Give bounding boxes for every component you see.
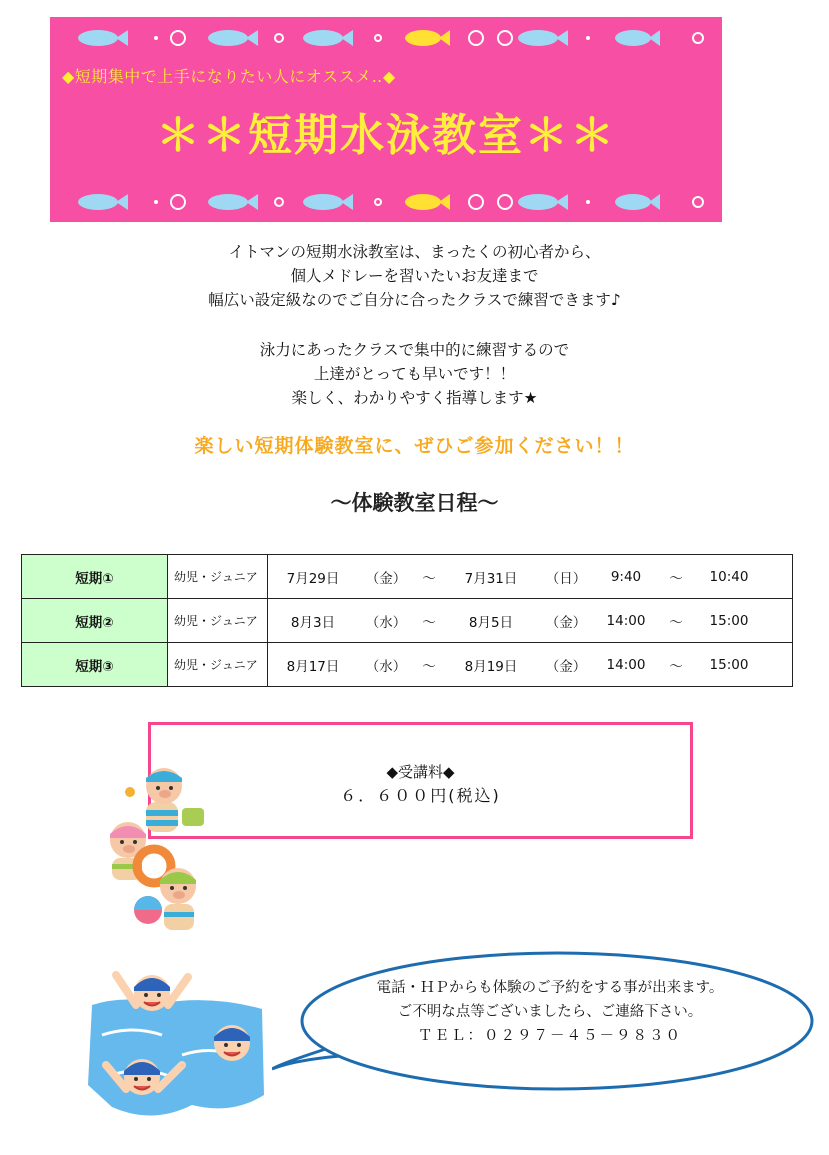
swimming-pigs-illustration bbox=[98, 762, 228, 940]
intro-line: 泳力にあったクラスで集中的に練習するので bbox=[259, 341, 570, 359]
invitation-text: 楽しい短期体験教室に、ぜひご参加ください！！ bbox=[194, 435, 635, 457]
banner-subtitle: ◆短期集中で上手になりたい人にオススメ‥◆ bbox=[62, 67, 396, 86]
time-separator: ～ bbox=[669, 570, 683, 587]
schedule-table bbox=[21, 554, 793, 687]
fee-value: ６．６００円(税込) bbox=[340, 786, 501, 805]
intro-line: 楽しく、わかりやすく指導します★ bbox=[291, 389, 538, 407]
end-day: （日） bbox=[545, 570, 587, 587]
start-date: 7月29日 bbox=[286, 570, 340, 587]
time-end: 15:00 bbox=[709, 656, 749, 673]
end-date: 7月31日 bbox=[464, 570, 518, 587]
table-row bbox=[22, 643, 793, 687]
time-start: 9:40 bbox=[610, 568, 642, 585]
time-end: 15:00 bbox=[709, 612, 749, 629]
intro-line: 上達がとっても早いです！！ bbox=[313, 365, 516, 383]
time-separator: ～ bbox=[669, 614, 683, 631]
start-date: 8月3日 bbox=[290, 614, 336, 631]
start-day: （水） bbox=[365, 658, 407, 675]
session-label: 短期③ bbox=[22, 643, 168, 687]
session-category: 幼児・ジュニア bbox=[168, 555, 268, 599]
date-separator: ～ bbox=[422, 658, 436, 675]
fee-box bbox=[148, 722, 693, 839]
session-dates bbox=[268, 555, 793, 599]
time-start: 14:00 bbox=[606, 612, 646, 629]
end-date: 8月5日 bbox=[468, 614, 514, 631]
banner-title: ＊＊短期水泳教室＊＊ bbox=[156, 110, 616, 161]
time-end: 10:40 bbox=[709, 568, 749, 585]
fee-label: ◆受講料◆ bbox=[386, 763, 455, 781]
fish-bubble-decoration-bottom bbox=[68, 187, 708, 217]
contact-line: ご不明な点等ございましたら、ご連絡下さい。 bbox=[397, 1004, 703, 1020]
session-category: 幼児・ジュニア bbox=[168, 599, 268, 643]
end-day: （金） bbox=[545, 658, 587, 675]
intro-line: 個人メドレーを習いたいお友達まで bbox=[290, 267, 539, 285]
intro-line: 幅広い設定級なのでご自分に合ったクラスで練習できます♪ bbox=[208, 291, 621, 309]
date-separator: ～ bbox=[422, 614, 436, 631]
schedule-title: ～体験教室日程～ bbox=[330, 491, 499, 515]
session-dates bbox=[268, 643, 793, 687]
intro-line: イトマンの短期水泳教室は、まったくの初心者から、 bbox=[228, 243, 601, 261]
fish-bubble-decoration-top bbox=[68, 23, 708, 53]
end-day: （金） bbox=[545, 614, 587, 631]
contact-line: 電話・ＨＰからも体験のご予約をする事が出来ます。 bbox=[376, 980, 724, 996]
start-day: （金） bbox=[365, 570, 407, 587]
time-separator: ～ bbox=[669, 658, 683, 675]
date-separator: ～ bbox=[422, 570, 436, 587]
start-date: 8月17日 bbox=[286, 658, 340, 675]
fish-bubble-pattern-icon bbox=[68, 187, 708, 217]
kids-in-pool-illustration bbox=[82, 965, 272, 1130]
start-day: （水） bbox=[365, 614, 407, 631]
table-row bbox=[22, 599, 793, 643]
fish-bubble-pattern-icon bbox=[68, 23, 708, 53]
session-label: 短期② bbox=[22, 599, 168, 643]
session-category: 幼児・ジュニア bbox=[168, 643, 268, 687]
session-dates bbox=[268, 599, 793, 643]
session-label: 短期① bbox=[22, 555, 168, 599]
header-banner bbox=[50, 17, 722, 222]
time-start: 14:00 bbox=[606, 656, 646, 673]
end-date: 8月19日 bbox=[464, 658, 518, 675]
contact-phone: ＴＥＬ：０２９７－４５－９８３０ bbox=[418, 1028, 682, 1044]
table-row bbox=[22, 555, 793, 599]
